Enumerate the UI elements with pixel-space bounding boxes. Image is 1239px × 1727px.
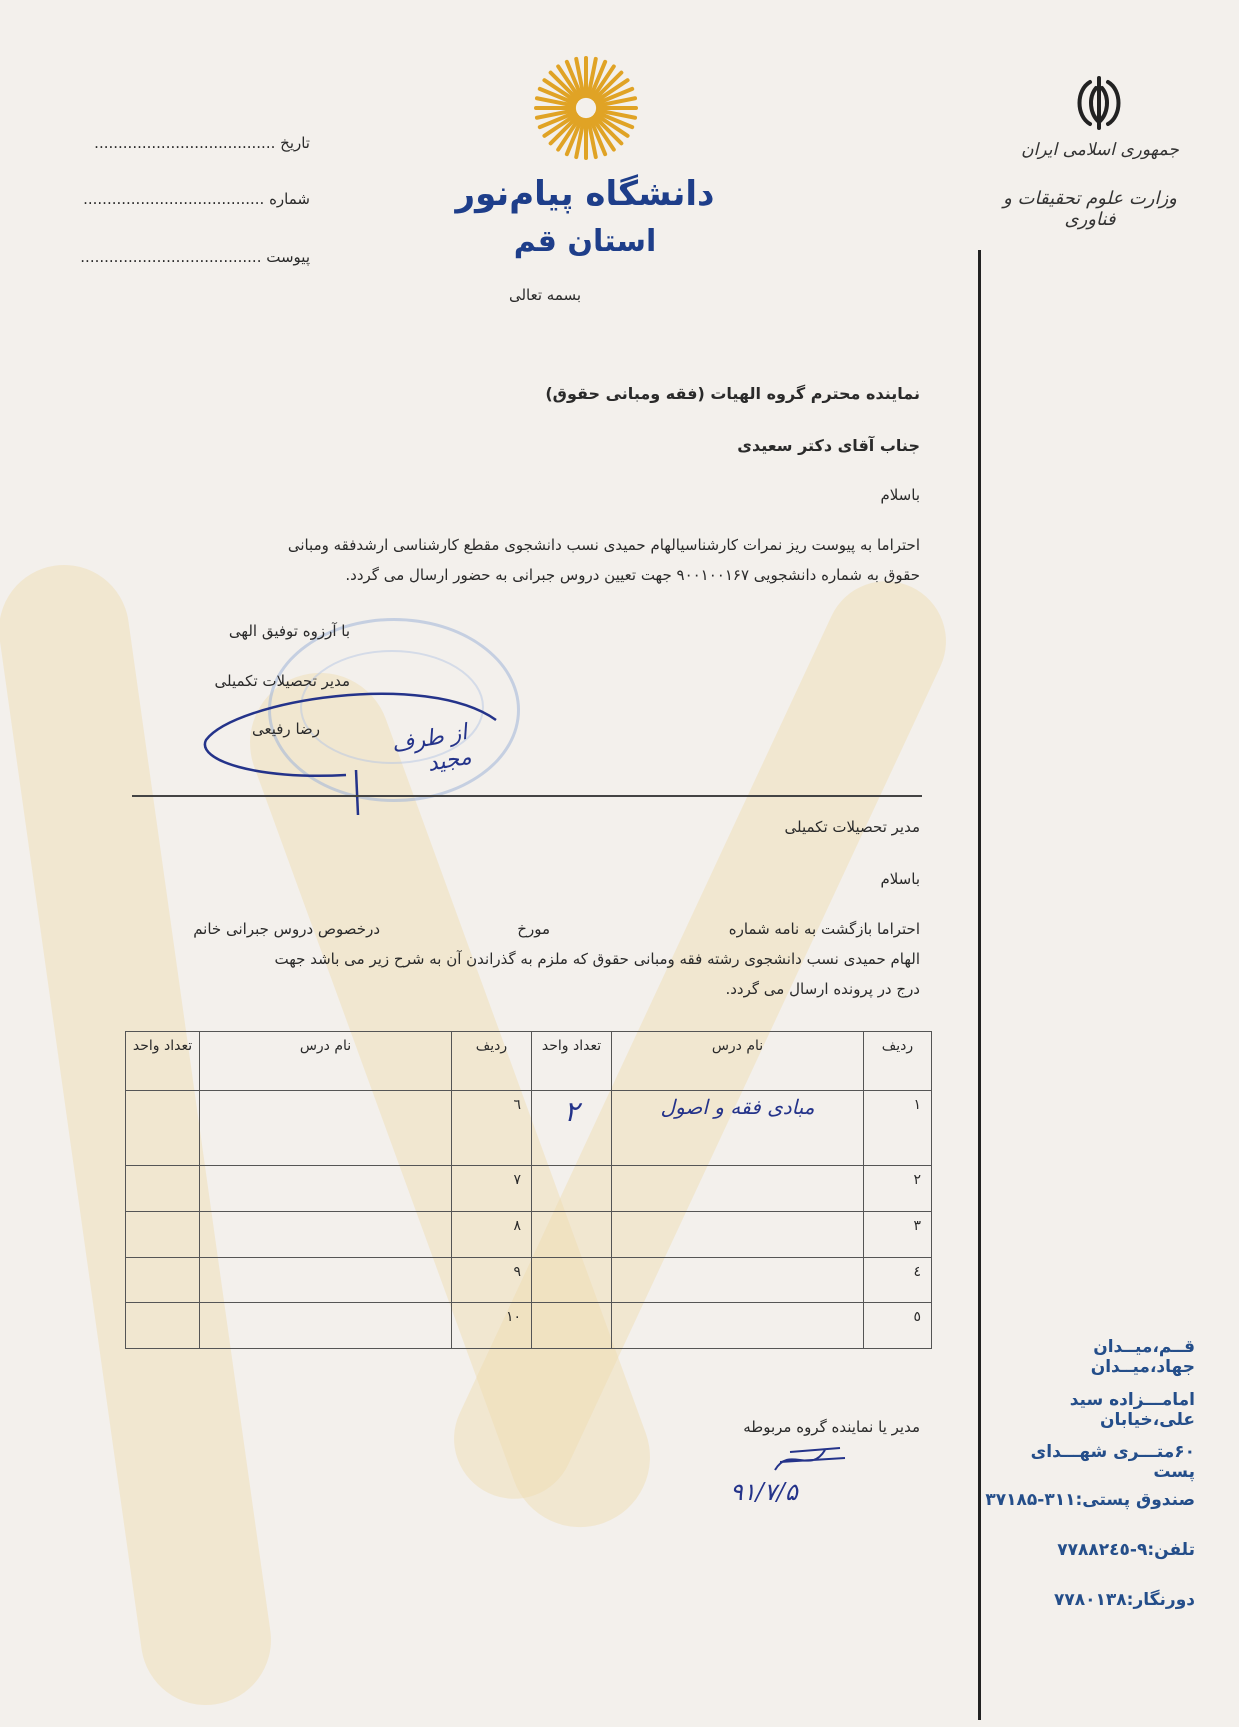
cell-row-number <box>864 1212 932 1258</box>
cell-units <box>532 1212 612 1258</box>
cell-row-number <box>452 1091 532 1166</box>
cell-units <box>532 1166 612 1212</box>
cell-course-text <box>200 1258 451 1262</box>
date-label: تاریخ <box>280 134 310 152</box>
cell-course <box>200 1091 452 1166</box>
cell-units <box>126 1303 200 1349</box>
cell-row-number <box>864 1303 932 1349</box>
cell-units <box>126 1091 200 1166</box>
province-name: استان قم <box>513 224 657 259</box>
col-header-row-number: ردیف <box>864 1032 932 1091</box>
number-field <box>70 190 310 208</box>
cell-row-number-text: ۹ <box>513 1263 521 1280</box>
signature <box>770 1440 850 1480</box>
cell-course <box>200 1257 452 1303</box>
cell-course-text <box>612 1303 863 1307</box>
table-row <box>126 1257 932 1303</box>
col-header-units: تعداد واحد <box>126 1032 200 1091</box>
group-rep-signer: مدیر یا نماینده گروه مربوطه <box>743 1418 920 1436</box>
table-row <box>126 1166 932 1212</box>
cell-course <box>612 1212 864 1258</box>
cell-row-number-text: ۷ <box>513 1172 521 1189</box>
cell-course-text <box>612 1166 863 1170</box>
cell-row-number <box>864 1091 932 1166</box>
cell-row-number-text: ٥ <box>913 1309 921 1326</box>
compensatory-courses-table <box>125 1031 932 1349</box>
table-row <box>126 1303 932 1349</box>
cell-row-number <box>452 1212 532 1258</box>
cell-units-text: ۲ <box>563 1095 580 1128</box>
column-divider <box>978 250 981 1720</box>
ref-date: مورخ <box>517 920 550 938</box>
cell-row-number <box>452 1303 532 1349</box>
col-header-course: نام درس <box>200 1032 452 1091</box>
col-header-row-number: ردیف <box>452 1032 532 1091</box>
cell-units-text <box>126 1303 199 1307</box>
cell-row-number-text: ۸ <box>513 1218 521 1235</box>
cell-units <box>126 1166 200 1212</box>
ministry-name: وزارت علوم تحقیقات و فناوری <box>1003 188 1177 230</box>
date-blank: ...................................... <box>94 134 276 152</box>
university-name: دانشگاه پیام‌نور <box>455 174 715 214</box>
cell-row-number-text: ۳ <box>913 1218 921 1235</box>
number-label: شماره <box>269 190 310 208</box>
signer-name: رضا رفیعی <box>252 720 320 738</box>
table-row <box>126 1091 932 1166</box>
cell-row-number-text: ۲ <box>913 1172 921 1189</box>
cell-course-text: مبادی فقه و اصول <box>660 1095 815 1119</box>
basmala: بسمه تعالی <box>508 286 582 304</box>
payame-noor-logo-icon <box>534 56 638 160</box>
cell-units <box>532 1257 612 1303</box>
signer-title: مدیر تحصیلات تکمیلی <box>214 672 350 690</box>
sign-date: ۹۱/۷/۵ <box>730 1478 798 1506</box>
addressee: مدیر تحصیلات تکمیلی <box>784 818 920 836</box>
cell-course <box>612 1166 864 1212</box>
cell-course <box>612 1257 864 1303</box>
col-header-units: تعداد واحد <box>532 1032 612 1091</box>
ref-part: احتراما بازگشت به نامه شماره <box>728 920 920 938</box>
cell-row-number-text: ۱۰ <box>505 1309 521 1326</box>
cell-course-text <box>200 1091 451 1095</box>
cell-row-number-text: ۱ <box>913 1097 921 1113</box>
cell-course-text <box>612 1212 863 1216</box>
body-line: حقوق به شماره دانشجویی ۹۰۰۱۰۰۱۶۷ جهت تعیین دروس جبرانی به حضور ارسال می گردد. <box>345 566 920 584</box>
cell-course <box>612 1091 864 1166</box>
cell-units-text <box>532 1303 611 1307</box>
ref-part: درخصوص دروس جبرانی خانم <box>193 920 380 938</box>
handwritten-note: از طرف مجید <box>389 719 474 777</box>
cell-course-text <box>200 1212 451 1216</box>
cell-units <box>126 1257 200 1303</box>
phone: تلفن:۹-۷۷۸۸۲٤٥ <box>1057 1540 1195 1560</box>
cell-course <box>200 1166 452 1212</box>
cell-units <box>532 1091 612 1166</box>
cell-course-text <box>612 1258 863 1262</box>
cell-course <box>612 1303 864 1349</box>
cell-units-text <box>532 1212 611 1216</box>
table-row <box>126 1212 932 1258</box>
cell-units-text <box>532 1166 611 1170</box>
col-header-course: نام درس <box>612 1032 864 1091</box>
cell-units-text <box>126 1166 199 1170</box>
cell-row-number <box>864 1166 932 1212</box>
date-field <box>70 134 310 152</box>
republic-name: جمهوری اسلامی ایران <box>1021 140 1179 160</box>
number-blank: ...................................... <box>83 190 265 208</box>
address-line: امامـــزاده سید علی،خیابان <box>1069 1390 1195 1430</box>
cell-units-text <box>126 1258 199 1262</box>
cell-units <box>532 1303 612 1349</box>
greeting: باسلام <box>880 486 920 504</box>
greeting: باسلام <box>880 870 920 888</box>
body-line: احتراما به پیوست ریز نمرات کارشناسیالهام حمیدی نسب دانشجوی مقطع کارشناسی ارشدفقه ومبانی <box>287 536 920 554</box>
cell-row-number <box>452 1166 532 1212</box>
recipient-line: نماینده محترم گروه الهیات (فقه ومبانی حقوق) <box>545 384 920 403</box>
cell-course <box>200 1212 452 1258</box>
body-line: درج در پرونده ارسال می گردد. <box>725 980 920 998</box>
cell-units-text <box>532 1258 611 1262</box>
cell-units <box>126 1212 200 1258</box>
po-box: صندوق پستی:۳۱۱-۳۷۱۸۵ <box>985 1490 1195 1510</box>
closing: با آرزوه توفیق الهی <box>228 622 350 640</box>
cell-row-number-text: ٤ <box>913 1263 921 1280</box>
body-line: الهام حمیدی نسب دانشجوی رشته فقه ومبانی حقوق که ملزم به گذراندن آن به شرح زیر می باشد جهت <box>274 950 920 968</box>
recipient-name: جناب آقای دکتر سعیدی <box>737 436 920 455</box>
attachment-field <box>70 248 310 266</box>
attachment-blank: ...................................... <box>80 248 262 266</box>
table-header-row <box>126 1032 932 1091</box>
fax: دورنگار:۷۷۸۰۱۳۸ <box>1054 1590 1195 1610</box>
section-divider <box>132 795 922 797</box>
cell-units-text <box>126 1091 199 1095</box>
signature-loop <box>196 680 506 820</box>
cell-units-text <box>126 1212 199 1216</box>
cell-course-text <box>200 1166 451 1170</box>
cell-row-number-text: ٦ <box>513 1097 521 1113</box>
cell-row-number <box>864 1257 932 1303</box>
address-line: ۶۰متـــری شهـــدای پست <box>1030 1442 1195 1482</box>
iran-emblem-icon <box>1068 72 1130 134</box>
address-line: قــم،میــدان جهاد،میــدان <box>1090 1337 1195 1377</box>
attachment-label: پیوست <box>266 248 310 266</box>
cell-row-number <box>452 1257 532 1303</box>
cell-course-text <box>200 1303 451 1307</box>
cell-course <box>200 1303 452 1349</box>
